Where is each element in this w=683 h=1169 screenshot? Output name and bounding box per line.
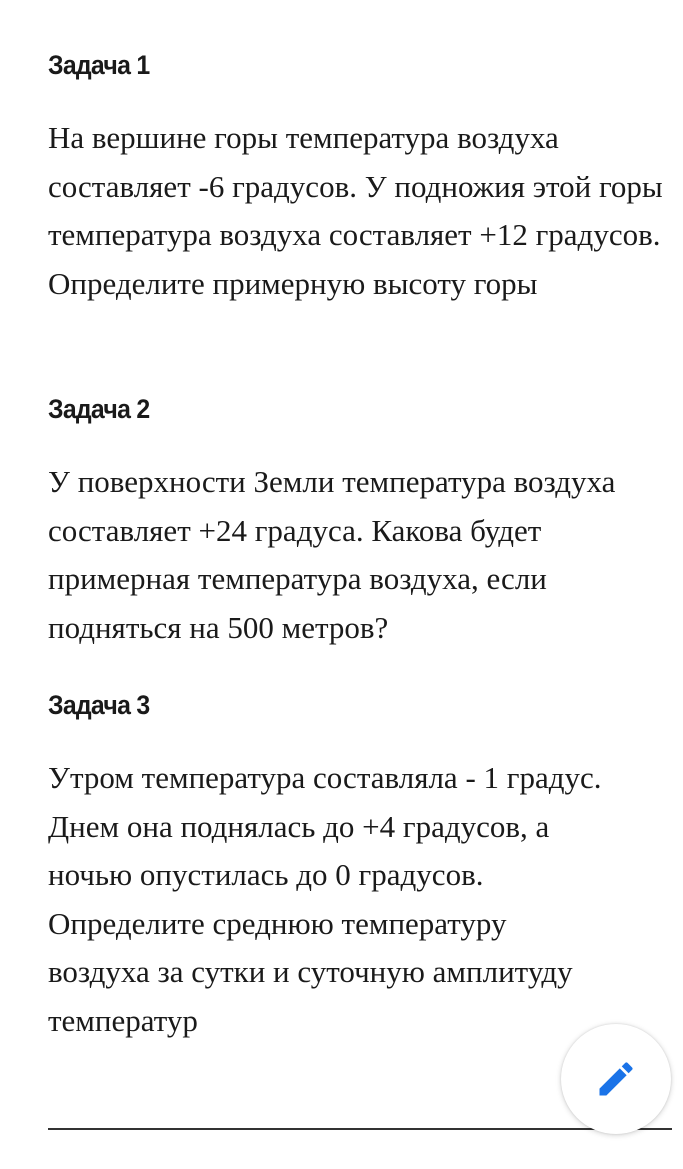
task-3-text: Утром температура составляла - 1 градус. Днем она поднялась до +4 градусов, а ночью опустилась до 0 градусов. Определите среднюю температуру воздуха за сутки и суточную амплитуду температур [48, 760, 602, 1038]
edit-button[interactable] [561, 1024, 671, 1134]
pencil-icon [594, 1057, 638, 1101]
task-1-title: Задача 1 [48, 50, 150, 80]
divider [48, 1128, 672, 1130]
task-2-title: Задача 2 [48, 394, 150, 424]
task-3-title: Задача 3 [48, 690, 150, 720]
task-1-text: На вершине горы температура воздуха составляет -6 градусов. У подножия этой горы температура воздуха составляет +12 градусов. Определите примерную высоту горы [48, 120, 663, 301]
task-2-text: У поверхности Земли температура воздуха составляет +24 градуса. Какова будет примерная температура воздуха, если подняться на 500 метров? [48, 464, 616, 645]
